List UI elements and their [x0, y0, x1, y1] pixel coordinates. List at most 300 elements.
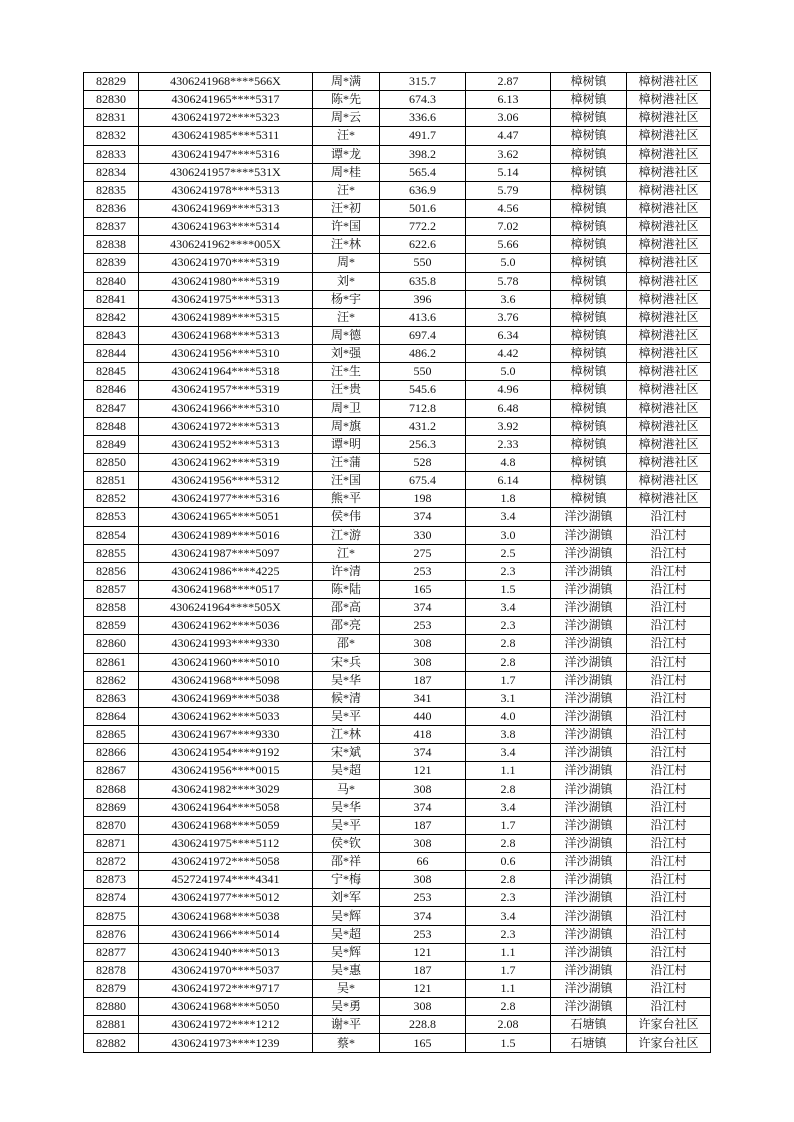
id-number-cell: 4306241987****5097 [139, 544, 313, 562]
row-number-cell: 82870 [84, 816, 139, 834]
id-number-cell: 4306241972****5313 [139, 417, 313, 435]
id-number-cell: 4306241970****5319 [139, 254, 313, 272]
quantity-cell: 1.1 [466, 762, 551, 780]
amount-cell: 336.6 [380, 109, 466, 127]
town-cell: 樟树镇 [551, 399, 627, 417]
town-cell: 洋沙湖镇 [551, 834, 627, 852]
town-cell: 樟树镇 [551, 417, 627, 435]
row-number-cell: 82833 [84, 145, 139, 163]
community-cell: 樟树港社区 [627, 181, 711, 199]
row-number-cell: 82836 [84, 199, 139, 217]
table-row [84, 580, 711, 598]
community-cell: 樟树港社区 [627, 91, 711, 109]
id-number-cell: 4306241972****1212 [139, 1016, 313, 1034]
row-number-cell: 82867 [84, 762, 139, 780]
town-cell: 樟树镇 [551, 290, 627, 308]
town-cell: 洋沙湖镇 [551, 980, 627, 998]
community-cell: 沿江村 [627, 689, 711, 707]
town-cell: 洋沙湖镇 [551, 689, 627, 707]
table-row [84, 834, 711, 852]
row-number-cell: 82849 [84, 435, 139, 453]
person-name-cell: 吴*勇 [313, 998, 380, 1016]
table-row [84, 762, 711, 780]
community-cell: 沿江村 [627, 871, 711, 889]
table-row [84, 73, 711, 91]
community-cell: 樟树港社区 [627, 381, 711, 399]
amount-cell: 341 [380, 689, 466, 707]
community-cell: 沿江村 [627, 889, 711, 907]
quantity-cell: 3.76 [466, 308, 551, 326]
person-name-cell: 汪*国 [313, 472, 380, 490]
person-name-cell: 周*满 [313, 73, 380, 91]
quantity-cell: 2.08 [466, 1016, 551, 1034]
id-number-cell: 4306241956****0015 [139, 762, 313, 780]
quantity-cell: 4.47 [466, 127, 551, 145]
id-number-cell: 4306241989****5016 [139, 526, 313, 544]
id-number-cell: 4306241965****5051 [139, 508, 313, 526]
row-number-cell: 82850 [84, 453, 139, 471]
person-name-cell: 吴*惠 [313, 961, 380, 979]
town-cell: 樟树镇 [551, 145, 627, 163]
quantity-cell: 3.4 [466, 907, 551, 925]
town-cell: 洋沙湖镇 [551, 816, 627, 834]
town-cell: 樟树镇 [551, 181, 627, 199]
table-row [84, 653, 711, 671]
id-number-cell: 4306241977****5316 [139, 490, 313, 508]
person-name-cell: 刘* [313, 272, 380, 290]
community-cell: 沿江村 [627, 925, 711, 943]
quantity-cell: 5.66 [466, 236, 551, 254]
community-cell: 沿江村 [627, 544, 711, 562]
town-cell: 洋沙湖镇 [551, 853, 627, 871]
community-cell: 沿江村 [627, 508, 711, 526]
row-number-cell: 82842 [84, 308, 139, 326]
amount-cell: 374 [380, 508, 466, 526]
amount-cell: 550 [380, 254, 466, 272]
person-name-cell: 侯*钦 [313, 834, 380, 852]
table-row [84, 980, 711, 998]
table-row [84, 490, 711, 508]
table-row [84, 744, 711, 762]
table-row [84, 218, 711, 236]
town-cell: 洋沙湖镇 [551, 580, 627, 598]
person-name-cell: 江*游 [313, 526, 380, 544]
table-row [84, 889, 711, 907]
town-cell: 樟树镇 [551, 109, 627, 127]
table-row [84, 816, 711, 834]
table-row [84, 853, 711, 871]
community-cell: 樟树港社区 [627, 363, 711, 381]
amount-cell: 418 [380, 726, 466, 744]
id-number-cell: 4306241966****5310 [139, 399, 313, 417]
person-name-cell: 刘*强 [313, 345, 380, 363]
person-name-cell: 马* [313, 780, 380, 798]
community-cell: 许家台社区 [627, 1016, 711, 1034]
row-number-cell: 82845 [84, 363, 139, 381]
town-cell: 洋沙湖镇 [551, 671, 627, 689]
amount-cell: 308 [380, 653, 466, 671]
town-cell: 洋沙湖镇 [551, 907, 627, 925]
community-cell: 樟树港社区 [627, 399, 711, 417]
row-number-cell: 82872 [84, 853, 139, 871]
person-name-cell: 周*卫 [313, 399, 380, 417]
community-cell: 沿江村 [627, 562, 711, 580]
town-cell: 樟树镇 [551, 472, 627, 490]
person-name-cell: 谢*平 [313, 1016, 380, 1034]
town-cell: 樟树镇 [551, 91, 627, 109]
table-row [84, 127, 711, 145]
person-name-cell: 宋*斌 [313, 744, 380, 762]
quantity-cell: 3.4 [466, 508, 551, 526]
row-number-cell: 82835 [84, 181, 139, 199]
quantity-cell: 2.8 [466, 780, 551, 798]
table-row [84, 508, 711, 526]
town-cell: 樟树镇 [551, 73, 627, 91]
amount-cell: 675.4 [380, 472, 466, 490]
amount-cell: 308 [380, 871, 466, 889]
community-cell: 沿江村 [627, 744, 711, 762]
id-number-cell: 4306241956****5312 [139, 472, 313, 490]
person-name-cell: 江* [313, 544, 380, 562]
person-name-cell: 刘*军 [313, 889, 380, 907]
community-cell: 沿江村 [627, 780, 711, 798]
person-name-cell: 周*德 [313, 326, 380, 344]
person-name-cell: 吴*华 [313, 798, 380, 816]
town-cell: 樟树镇 [551, 308, 627, 326]
amount-cell: 187 [380, 816, 466, 834]
person-name-cell: 汪*林 [313, 236, 380, 254]
row-number-cell: 82864 [84, 707, 139, 725]
quantity-cell: 3.0 [466, 526, 551, 544]
quantity-cell: 4.56 [466, 199, 551, 217]
quantity-cell: 2.33 [466, 435, 551, 453]
id-number-cell: 4306241957****5319 [139, 381, 313, 399]
community-cell: 沿江村 [627, 762, 711, 780]
person-name-cell: 周* [313, 254, 380, 272]
town-cell: 樟树镇 [551, 254, 627, 272]
town-cell: 洋沙湖镇 [551, 599, 627, 617]
person-name-cell: 周*桂 [313, 163, 380, 181]
quantity-cell: 3.4 [466, 798, 551, 816]
id-number-cell: 4306241962****5319 [139, 453, 313, 471]
town-cell: 洋沙湖镇 [551, 544, 627, 562]
amount-cell: 550 [380, 363, 466, 381]
quantity-cell: 2.5 [466, 544, 551, 562]
amount-cell: 545.6 [380, 381, 466, 399]
quantity-cell: 3.4 [466, 599, 551, 617]
community-cell: 沿江村 [627, 998, 711, 1016]
town-cell: 樟树镇 [551, 272, 627, 290]
row-number-cell: 82876 [84, 925, 139, 943]
id-number-cell: 4306241962****5033 [139, 707, 313, 725]
table-row [84, 109, 711, 127]
community-cell: 樟树港社区 [627, 73, 711, 91]
table-row [84, 907, 711, 925]
person-name-cell: 邵*高 [313, 599, 380, 617]
table-row [84, 326, 711, 344]
town-cell: 樟树镇 [551, 490, 627, 508]
row-number-cell: 82862 [84, 671, 139, 689]
id-number-cell: 4306241977****5012 [139, 889, 313, 907]
community-cell: 沿江村 [627, 853, 711, 871]
amount-cell: 308 [380, 780, 466, 798]
amount-cell: 308 [380, 635, 466, 653]
person-name-cell: 吴*平 [313, 816, 380, 834]
person-name-cell: 周*云 [313, 109, 380, 127]
quantity-cell: 5.79 [466, 181, 551, 199]
town-cell: 樟树镇 [551, 453, 627, 471]
community-cell: 樟树港社区 [627, 236, 711, 254]
town-cell: 洋沙湖镇 [551, 925, 627, 943]
row-number-cell: 82881 [84, 1016, 139, 1034]
row-number-cell: 82846 [84, 381, 139, 399]
amount-cell: 635.8 [380, 272, 466, 290]
id-number-cell: 4306241968****5098 [139, 671, 313, 689]
id-number-cell: 4306241968****5038 [139, 907, 313, 925]
community-cell: 樟树港社区 [627, 218, 711, 236]
amount-cell: 528 [380, 453, 466, 471]
id-number-cell: 4306241982****3029 [139, 780, 313, 798]
quantity-cell: 5.0 [466, 254, 551, 272]
id-number-cell: 4306241967****9330 [139, 726, 313, 744]
row-number-cell: 82844 [84, 345, 139, 363]
id-number-cell: 4306241940****5013 [139, 943, 313, 961]
row-number-cell: 82871 [84, 834, 139, 852]
amount-cell: 165 [380, 1034, 466, 1052]
person-name-cell: 吴*平 [313, 707, 380, 725]
amount-cell: 772.2 [380, 218, 466, 236]
amount-cell: 121 [380, 762, 466, 780]
row-number-cell: 82831 [84, 109, 139, 127]
id-number-cell: 4306241978****5313 [139, 181, 313, 199]
quantity-cell: 6.14 [466, 472, 551, 490]
id-number-cell: 4306241968****566X [139, 73, 313, 91]
row-number-cell: 82863 [84, 689, 139, 707]
person-name-cell: 杨*宇 [313, 290, 380, 308]
town-cell: 洋沙湖镇 [551, 653, 627, 671]
row-number-cell: 82855 [84, 544, 139, 562]
amount-cell: 228.8 [380, 1016, 466, 1034]
person-name-cell: 周*旗 [313, 417, 380, 435]
community-cell: 沿江村 [627, 961, 711, 979]
row-number-cell: 82882 [84, 1034, 139, 1052]
community-cell: 沿江村 [627, 617, 711, 635]
table-row [84, 671, 711, 689]
id-number-cell: 4306241969****5038 [139, 689, 313, 707]
row-number-cell: 82866 [84, 744, 139, 762]
id-number-cell: 4306241964****5058 [139, 798, 313, 816]
amount-cell: 501.6 [380, 199, 466, 217]
row-number-cell: 82851 [84, 472, 139, 490]
table-row [84, 617, 711, 635]
amount-cell: 187 [380, 961, 466, 979]
town-cell: 洋沙湖镇 [551, 526, 627, 544]
community-cell: 沿江村 [627, 907, 711, 925]
table-row [84, 417, 711, 435]
community-cell: 沿江村 [627, 726, 711, 744]
person-name-cell: 吴* [313, 980, 380, 998]
table-row [84, 91, 711, 109]
id-number-cell: 4306241973****1239 [139, 1034, 313, 1052]
person-name-cell: 陈*先 [313, 91, 380, 109]
amount-cell: 253 [380, 889, 466, 907]
town-cell: 洋沙湖镇 [551, 726, 627, 744]
row-number-cell: 82840 [84, 272, 139, 290]
community-cell: 沿江村 [627, 580, 711, 598]
person-name-cell: 陈*陆 [313, 580, 380, 598]
quantity-cell: 2.3 [466, 925, 551, 943]
town-cell: 樟树镇 [551, 363, 627, 381]
id-number-cell: 4306241972****9717 [139, 980, 313, 998]
quantity-cell: 1.1 [466, 980, 551, 998]
id-number-cell: 4306241989****5315 [139, 308, 313, 326]
amount-cell: 396 [380, 290, 466, 308]
table-row [84, 961, 711, 979]
id-number-cell: 4306241970****5037 [139, 961, 313, 979]
town-cell: 樟树镇 [551, 163, 627, 181]
community-cell: 樟树港社区 [627, 326, 711, 344]
community-cell: 沿江村 [627, 943, 711, 961]
quantity-cell: 3.8 [466, 726, 551, 744]
table-row [84, 399, 711, 417]
amount-cell: 491.7 [380, 127, 466, 145]
data-table [83, 72, 711, 1053]
amount-cell: 486.2 [380, 345, 466, 363]
table-row [84, 526, 711, 544]
amount-cell: 275 [380, 544, 466, 562]
table-row [84, 544, 711, 562]
table-row [84, 925, 711, 943]
amount-cell: 374 [380, 798, 466, 816]
town-cell: 樟树镇 [551, 435, 627, 453]
row-number-cell: 82858 [84, 599, 139, 617]
id-number-cell: 4306241962****005X [139, 236, 313, 254]
row-number-cell: 82852 [84, 490, 139, 508]
town-cell: 洋沙湖镇 [551, 961, 627, 979]
town-cell: 石塘镇 [551, 1016, 627, 1034]
community-cell: 樟树港社区 [627, 345, 711, 363]
person-name-cell: 吴*超 [313, 762, 380, 780]
amount-cell: 565.4 [380, 163, 466, 181]
id-number-cell: 4306241960****5010 [139, 653, 313, 671]
community-cell: 沿江村 [627, 798, 711, 816]
quantity-cell: 3.06 [466, 109, 551, 127]
quantity-cell: 1.1 [466, 943, 551, 961]
amount-cell: 187 [380, 671, 466, 689]
row-number-cell: 82856 [84, 562, 139, 580]
town-cell: 洋沙湖镇 [551, 798, 627, 816]
community-cell: 樟树港社区 [627, 308, 711, 326]
town-cell: 樟树镇 [551, 381, 627, 399]
amount-cell: 308 [380, 834, 466, 852]
row-number-cell: 82860 [84, 635, 139, 653]
row-number-cell: 82841 [84, 290, 139, 308]
id-number-cell: 4306241956****5310 [139, 345, 313, 363]
id-number-cell: 4306241972****5058 [139, 853, 313, 871]
amount-cell: 253 [380, 617, 466, 635]
amount-cell: 308 [380, 998, 466, 1016]
community-cell: 沿江村 [627, 635, 711, 653]
person-name-cell: 邵*亮 [313, 617, 380, 635]
person-name-cell: 邵*祥 [313, 853, 380, 871]
row-number-cell: 82865 [84, 726, 139, 744]
amount-cell: 374 [380, 907, 466, 925]
quantity-cell: 2.3 [466, 889, 551, 907]
person-name-cell: 候*清 [313, 689, 380, 707]
community-cell: 沿江村 [627, 526, 711, 544]
amount-cell: 697.4 [380, 326, 466, 344]
person-name-cell: 蔡* [313, 1034, 380, 1052]
amount-cell: 256.3 [380, 435, 466, 453]
table-row [84, 780, 711, 798]
table-row [84, 472, 711, 490]
table-row [84, 163, 711, 181]
row-number-cell: 82875 [84, 907, 139, 925]
row-number-cell: 82839 [84, 254, 139, 272]
person-name-cell: 汪*蒲 [313, 453, 380, 471]
community-cell: 许家台社区 [627, 1034, 711, 1052]
community-cell: 樟树港社区 [627, 254, 711, 272]
amount-cell: 374 [380, 744, 466, 762]
person-name-cell: 侯*伟 [313, 508, 380, 526]
amount-cell: 165 [380, 580, 466, 598]
id-number-cell: 4306241980****5319 [139, 272, 313, 290]
town-cell: 洋沙湖镇 [551, 562, 627, 580]
id-number-cell: 4306241952****5313 [139, 435, 313, 453]
quantity-cell: 1.7 [466, 671, 551, 689]
quantity-cell: 2.87 [466, 73, 551, 91]
quantity-cell: 5.78 [466, 272, 551, 290]
table-row [84, 181, 711, 199]
amount-cell: 636.9 [380, 181, 466, 199]
community-cell: 沿江村 [627, 599, 711, 617]
community-cell: 樟树港社区 [627, 145, 711, 163]
person-name-cell: 许*国 [313, 218, 380, 236]
quantity-cell: 6.13 [466, 91, 551, 109]
quantity-cell: 3.6 [466, 290, 551, 308]
id-number-cell: 4306241969****5313 [139, 199, 313, 217]
amount-cell: 198 [380, 490, 466, 508]
table-row [84, 599, 711, 617]
amount-cell: 398.2 [380, 145, 466, 163]
person-name-cell: 吴*华 [313, 671, 380, 689]
row-number-cell: 82877 [84, 943, 139, 961]
row-number-cell: 82868 [84, 780, 139, 798]
person-name-cell: 汪* [313, 127, 380, 145]
table-row [84, 145, 711, 163]
row-number-cell: 82838 [84, 236, 139, 254]
table-row [84, 254, 711, 272]
community-cell: 樟树港社区 [627, 272, 711, 290]
town-cell: 洋沙湖镇 [551, 707, 627, 725]
town-cell: 洋沙湖镇 [551, 508, 627, 526]
person-name-cell: 汪*贵 [313, 381, 380, 399]
person-name-cell: 谭*龙 [313, 145, 380, 163]
id-number-cell: 4306241966****5014 [139, 925, 313, 943]
id-number-cell: 4306241964****5318 [139, 363, 313, 381]
id-number-cell: 4306241993****9330 [139, 635, 313, 653]
amount-cell: 121 [380, 980, 466, 998]
town-cell: 洋沙湖镇 [551, 889, 627, 907]
quantity-cell: 4.96 [466, 381, 551, 399]
town-cell: 樟树镇 [551, 326, 627, 344]
community-cell: 樟树港社区 [627, 453, 711, 471]
table-row [84, 562, 711, 580]
community-cell: 樟树港社区 [627, 199, 711, 217]
quantity-cell: 2.8 [466, 834, 551, 852]
quantity-cell: 4.8 [466, 453, 551, 471]
amount-cell: 253 [380, 562, 466, 580]
